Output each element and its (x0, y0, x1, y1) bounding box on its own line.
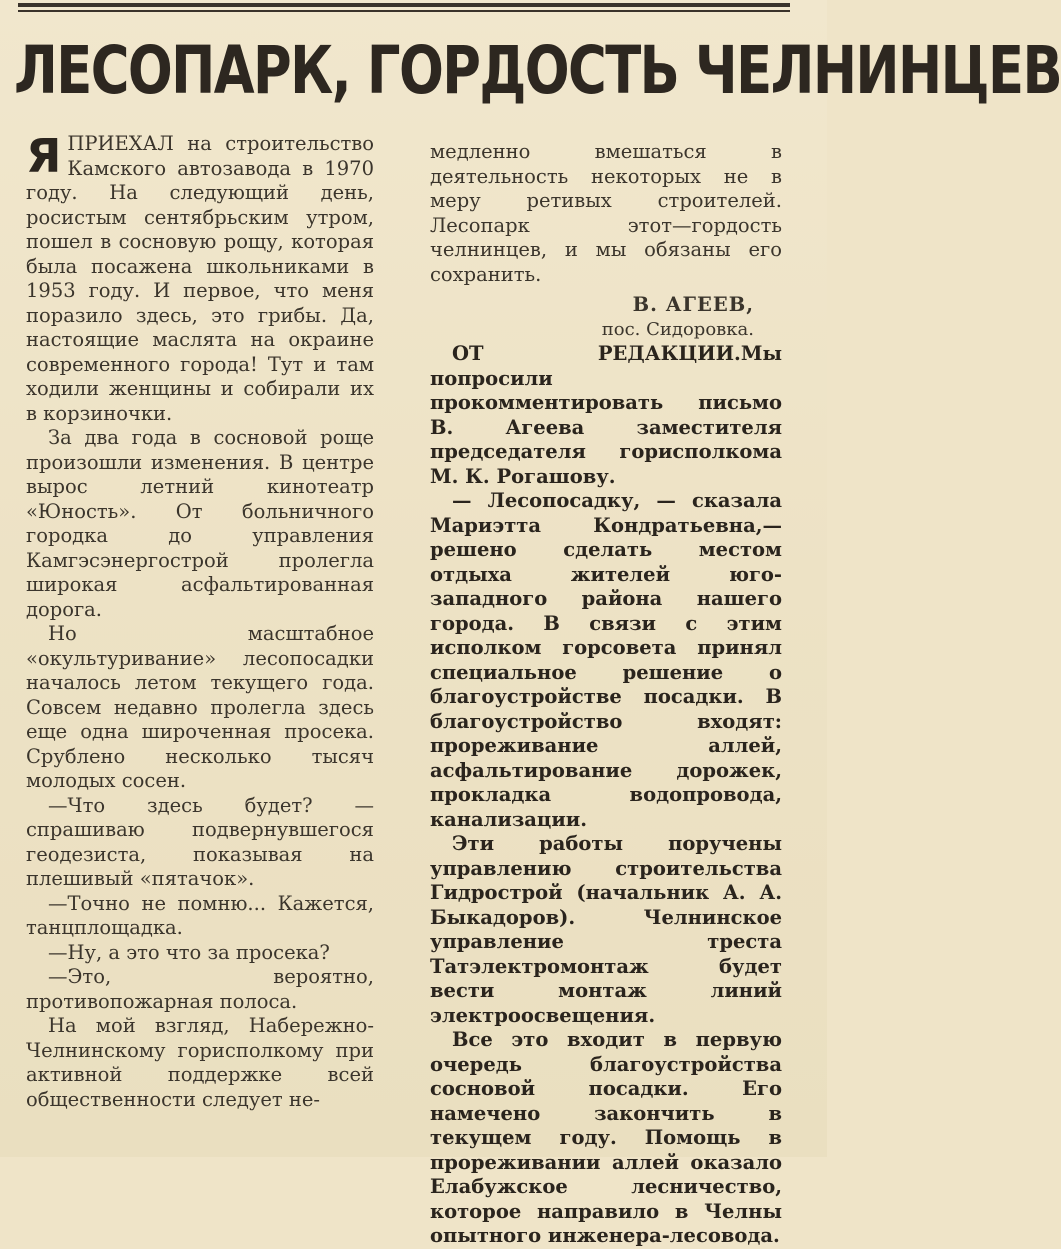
paragraph: Все это входит в первую очередь благоустройства сосновой посадки. Его намечено закончить в текущем году. Помощь в прореживании аллей оказало Елабужское лесничество, которое направило в Челны опытного инженера-лесовода. (430, 1028, 782, 1247)
dialogue-line: —Точно не помню... Кажется, танцплощадка. (26, 891, 374, 939)
dialogue-line: —Ну, а это что за просека? (48, 940, 330, 964)
paragraph: Но масштабное «окультуривание» лесопосадки началось летом текущего года. Совсем недавно пролегла здесь еще одна широченная просека. Срублено несколько тысяч молодых сосен. (26, 622, 374, 792)
paragraph: — Лесопосадку, — сказала Мариэтта Кондратьевна,—решено сделать местом отдыха жителей юго-западного района нашего города. В связи с этим исполком горсовета принял специальное решение о благоустройстве посадки. В благоустройство входят: прореживание аллей, асфальтирование дорожек, прокладка водопровода, канализации. (430, 489, 782, 831)
author-place: пос. Сидоровка. (601, 318, 754, 340)
dialogue-line: —Что здесь будет? —спрашиваю подвернувшегося геодезиста, показывая на плешивый «пятачок». (26, 793, 374, 890)
paragraph: На мой взгляд, Набережно-Челнинскому горисполкому при активной поддержке всей общественности следует не- (26, 1014, 374, 1111)
left-column (26, 129, 374, 1112)
paragraph: За два года в сосновой роще произошли изменения. В центре вырос летний кинотеатр «Юность». От больничного городка до управления Камгэсэнергострой пролегла широкая асфальтированная дорога. (26, 426, 374, 621)
top-rule-thin (18, 10, 790, 12)
author-signature: В. АГЕЕВ, (632, 293, 754, 316)
paragraph-intro-text: ПРИЕХАЛ на строительство Камского автозавода в 1970 году. На следующий день, росистым сентябрьским утром, пошел в сосновую рощу, которая была посажена школьниками в 1953 году. И первое, что меня поразило здесь, это грибы. Да, настоящие маслята на окраине современного города! Тут и там ходили женщины и собирали их в корзиночки. (26, 132, 374, 425)
right-column (430, 140, 782, 1249)
paragraph-intro (26, 129, 374, 426)
editor-note (430, 342, 782, 489)
paragraph: медленно вмешаться в деятельность некоторых не в меру ретивых строителей. Лесопарк этот—гордость челнинцев, и мы обязаны его сохранить. (430, 140, 782, 286)
editor-note-text: Мы попросили прокомментировать письмо В. Агеева заместителя председателя горисполкома М. К. Рогашову. (430, 342, 782, 488)
dropcap: Я (26, 129, 62, 183)
dialogue-line: —Это, вероятно, противопожарная полоса. (26, 965, 374, 1013)
paragraph: Эти работы поручены управлению строительства Гидрострой (начальник А. А. Быкадоров). Челнинское управление треста Татэлектромонтаж будет вести монтаж линий электроосвещения. (430, 832, 782, 1027)
headline: ЛЕСОПАРК, ГОРДОСТЬ ЧЕЛНИНЦЕВ (14, 32, 1061, 109)
editor-label: ОТ РЕДАКЦИИ. (452, 342, 741, 365)
top-rule (18, 3, 790, 7)
